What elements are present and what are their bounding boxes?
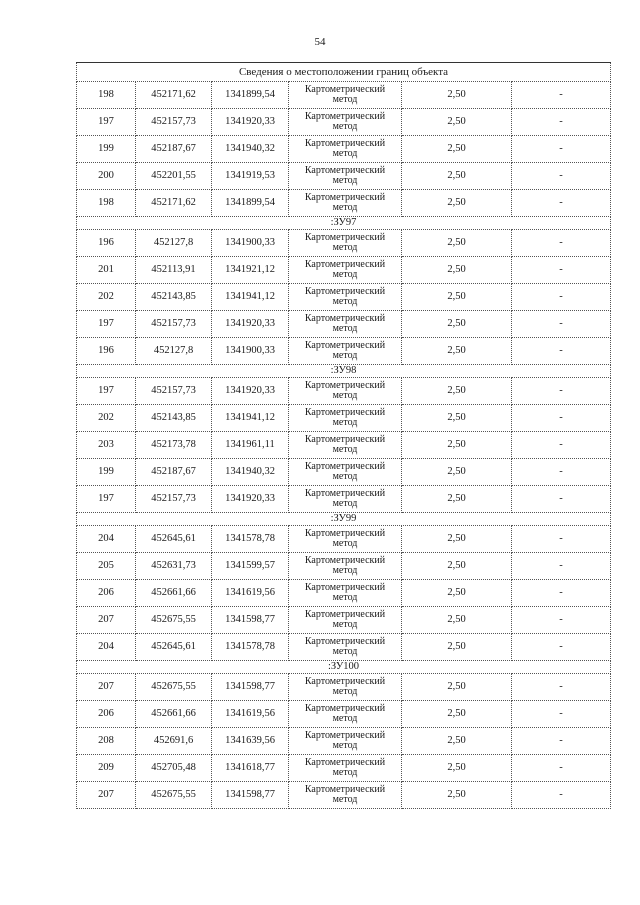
method-line-1: Картометрический [304, 636, 386, 647]
accuracy-cell: 2,50 [402, 284, 512, 311]
x-coordinate-cell: 452661,66 [136, 580, 212, 607]
point-number-cell: 204 [77, 634, 136, 661]
method-line-2: метод [332, 269, 358, 280]
method-line-2: метод [332, 471, 358, 482]
y-coordinate-cell: 1341900,33 [212, 230, 289, 257]
method-line-1: Картометрический [304, 676, 386, 687]
accuracy-cell: 2,50 [402, 109, 512, 136]
method-line-2: метод [332, 444, 358, 455]
method-line-1: Картометрический [304, 703, 386, 714]
description-cell: - [512, 634, 611, 661]
method-line-1: Картометрический [304, 730, 386, 741]
method-line-1: Картометрический [304, 488, 386, 499]
x-coordinate-cell: 452645,61 [136, 634, 212, 661]
point-number-cell: 207 [77, 674, 136, 701]
y-coordinate-cell: 1341919,53 [212, 163, 289, 190]
point-number-cell: 206 [77, 701, 136, 728]
table-row [77, 338, 611, 365]
method-cell [289, 553, 402, 580]
description-cell: - [512, 782, 611, 809]
y-coordinate-cell: 1341941,12 [212, 284, 289, 311]
description-cell: - [512, 607, 611, 634]
description-cell: - [512, 82, 611, 109]
x-coordinate-cell: 452201,55 [136, 163, 212, 190]
description-cell: - [512, 257, 611, 284]
method-cell [289, 674, 402, 701]
point-number-cell: 201 [77, 257, 136, 284]
method-cell [289, 109, 402, 136]
description-cell: - [512, 109, 611, 136]
table-title: Сведения о местоположении границ объекта [77, 63, 611, 82]
accuracy-cell: 2,50 [402, 607, 512, 634]
table-title-row [77, 63, 611, 82]
method-cell [289, 338, 402, 365]
table-row [77, 607, 611, 634]
method-cell [289, 284, 402, 311]
parcel-label: :ЗУ100 [77, 661, 611, 674]
x-coordinate-cell: 452143,85 [136, 405, 212, 432]
y-coordinate-cell: 1341920,33 [212, 109, 289, 136]
table-row [77, 190, 611, 217]
description-cell: - [512, 338, 611, 365]
point-number-cell: 199 [77, 459, 136, 486]
accuracy-cell: 2,50 [402, 338, 512, 365]
table-row [77, 459, 611, 486]
method-line-2: метод [332, 350, 358, 361]
method-line-2: метод [332, 538, 358, 549]
table-row [77, 257, 611, 284]
method-line-1: Картометрический [304, 609, 386, 620]
table-row [77, 432, 611, 459]
y-coordinate-cell: 1341940,32 [212, 459, 289, 486]
y-coordinate-cell: 1341941,12 [212, 405, 289, 432]
accuracy-cell: 2,50 [402, 701, 512, 728]
parcel-group-header [77, 365, 611, 378]
method-line-2: метод [332, 619, 358, 630]
method-line-1: Картометрический [304, 165, 386, 176]
table-row [77, 378, 611, 405]
y-coordinate-cell: 1341920,33 [212, 486, 289, 513]
method-line-2: метод [332, 713, 358, 724]
description-cell: - [512, 190, 611, 217]
y-coordinate-cell: 1341920,33 [212, 311, 289, 338]
point-number-cell: 197 [77, 378, 136, 405]
method-line-1: Картометрический [304, 232, 386, 243]
description-cell: - [512, 405, 611, 432]
description-cell: - [512, 486, 611, 513]
x-coordinate-cell: 452127,8 [136, 230, 212, 257]
y-coordinate-cell: 1341578,78 [212, 526, 289, 553]
x-coordinate-cell: 452157,73 [136, 486, 212, 513]
x-coordinate-cell: 452187,67 [136, 136, 212, 163]
boundary-points-table [76, 62, 611, 809]
method-cell [289, 257, 402, 284]
accuracy-cell: 2,50 [402, 378, 512, 405]
y-coordinate-cell: 1341599,57 [212, 553, 289, 580]
method-line-2: метод [332, 94, 358, 105]
table-row [77, 634, 611, 661]
y-coordinate-cell: 1341578,78 [212, 634, 289, 661]
y-coordinate-cell: 1341598,77 [212, 674, 289, 701]
accuracy-cell: 2,50 [402, 674, 512, 701]
point-number-cell: 198 [77, 190, 136, 217]
point-number-cell: 206 [77, 580, 136, 607]
point-number-cell: 202 [77, 284, 136, 311]
x-coordinate-cell: 452171,62 [136, 190, 212, 217]
accuracy-cell: 2,50 [402, 728, 512, 755]
description-cell: - [512, 459, 611, 486]
y-coordinate-cell: 1341618,77 [212, 755, 289, 782]
accuracy-cell: 2,50 [402, 526, 512, 553]
accuracy-cell: 2,50 [402, 486, 512, 513]
x-coordinate-cell: 452675,55 [136, 782, 212, 809]
y-coordinate-cell: 1341900,33 [212, 338, 289, 365]
method-line-1: Картометрический [304, 555, 386, 566]
y-coordinate-cell: 1341921,12 [212, 257, 289, 284]
table-row [77, 701, 611, 728]
description-cell: - [512, 432, 611, 459]
point-number-cell: 200 [77, 163, 136, 190]
parcel-group-header [77, 661, 611, 674]
method-line-2: метод [332, 202, 358, 213]
point-number-cell: 203 [77, 432, 136, 459]
point-number-cell: 207 [77, 782, 136, 809]
table-body [77, 63, 611, 809]
method-line-2: метод [332, 565, 358, 576]
point-number-cell: 198 [77, 82, 136, 109]
parcel-label: :ЗУ97 [77, 217, 611, 230]
x-coordinate-cell: 452113,91 [136, 257, 212, 284]
method-cell [289, 230, 402, 257]
method-cell [289, 755, 402, 782]
table-row [77, 284, 611, 311]
method-cell [289, 701, 402, 728]
description-cell: - [512, 580, 611, 607]
accuracy-cell: 2,50 [402, 190, 512, 217]
method-cell [289, 432, 402, 459]
x-coordinate-cell: 452173,78 [136, 432, 212, 459]
table-row [77, 674, 611, 701]
description-cell: - [512, 163, 611, 190]
method-line-1: Картометрический [304, 313, 386, 324]
point-number-cell: 197 [77, 486, 136, 513]
point-number-cell: 202 [77, 405, 136, 432]
point-number-cell: 208 [77, 728, 136, 755]
x-coordinate-cell: 452187,67 [136, 459, 212, 486]
method-cell [289, 136, 402, 163]
method-cell [289, 526, 402, 553]
parcel-label: :ЗУ99 [77, 513, 611, 526]
y-coordinate-cell: 1341899,54 [212, 190, 289, 217]
table-row [77, 230, 611, 257]
table-row [77, 728, 611, 755]
method-cell [289, 607, 402, 634]
method-line-2: метод [332, 592, 358, 603]
accuracy-cell: 2,50 [402, 553, 512, 580]
method-line-2: метод [332, 242, 358, 253]
accuracy-cell: 2,50 [402, 405, 512, 432]
accuracy-cell: 2,50 [402, 432, 512, 459]
table-row [77, 755, 611, 782]
description-cell: - [512, 378, 611, 405]
accuracy-cell: 2,50 [402, 634, 512, 661]
y-coordinate-cell: 1341920,33 [212, 378, 289, 405]
x-coordinate-cell: 452143,85 [136, 284, 212, 311]
method-line-1: Картометрический [304, 138, 386, 149]
description-cell: - [512, 136, 611, 163]
x-coordinate-cell: 452631,73 [136, 553, 212, 580]
description-cell: - [512, 311, 611, 338]
x-coordinate-cell: 452127,8 [136, 338, 212, 365]
parcel-group-header [77, 217, 611, 230]
description-cell: - [512, 701, 611, 728]
table-row [77, 405, 611, 432]
accuracy-cell: 2,50 [402, 782, 512, 809]
table-row [77, 109, 611, 136]
x-coordinate-cell: 452675,55 [136, 674, 212, 701]
method-line-2: метод [332, 417, 358, 428]
x-coordinate-cell: 452691,6 [136, 728, 212, 755]
table-row [77, 782, 611, 809]
y-coordinate-cell: 1341598,77 [212, 607, 289, 634]
table-row [77, 136, 611, 163]
method-line-1: Картометрический [304, 582, 386, 593]
x-coordinate-cell: 452157,73 [136, 109, 212, 136]
table-row [77, 163, 611, 190]
method-cell [289, 580, 402, 607]
method-cell [289, 311, 402, 338]
table-row [77, 526, 611, 553]
method-line-2: метод [332, 646, 358, 657]
method-line-1: Картометрический [304, 380, 386, 391]
method-cell [289, 459, 402, 486]
method-line-2: метод [332, 390, 358, 401]
accuracy-cell: 2,50 [402, 82, 512, 109]
page-number: 54 [314, 36, 326, 48]
accuracy-cell: 2,50 [402, 163, 512, 190]
point-number-cell: 197 [77, 109, 136, 136]
method-cell [289, 378, 402, 405]
method-line-1: Картометрический [304, 461, 386, 472]
method-cell [289, 634, 402, 661]
method-line-1: Картометрический [304, 528, 386, 539]
method-cell [289, 486, 402, 513]
x-coordinate-cell: 452645,61 [136, 526, 212, 553]
method-cell [289, 782, 402, 809]
method-line-2: метод [332, 175, 358, 186]
method-line-1: Картометрический [304, 259, 386, 270]
y-coordinate-cell: 1341961,11 [212, 432, 289, 459]
description-cell: - [512, 755, 611, 782]
x-coordinate-cell: 452705,48 [136, 755, 212, 782]
point-number-cell: 199 [77, 136, 136, 163]
method-line-1: Картометрический [304, 784, 386, 795]
point-number-cell: 207 [77, 607, 136, 634]
accuracy-cell: 2,50 [402, 257, 512, 284]
description-cell: - [512, 728, 611, 755]
accuracy-cell: 2,50 [402, 580, 512, 607]
table-row [77, 82, 611, 109]
description-cell: - [512, 553, 611, 580]
method-line-2: метод [332, 767, 358, 778]
method-line-1: Картометрический [304, 407, 386, 418]
method-cell [289, 405, 402, 432]
table-row [77, 486, 611, 513]
x-coordinate-cell: 452661,66 [136, 701, 212, 728]
point-number-cell: 196 [77, 338, 136, 365]
method-cell [289, 163, 402, 190]
table-row [77, 311, 611, 338]
method-line-1: Картометрический [304, 286, 386, 297]
y-coordinate-cell: 1341899,54 [212, 82, 289, 109]
y-coordinate-cell: 1341619,56 [212, 580, 289, 607]
y-coordinate-cell: 1341598,77 [212, 782, 289, 809]
point-number-cell: 197 [77, 311, 136, 338]
accuracy-cell: 2,50 [402, 459, 512, 486]
method-line-1: Картометрический [304, 340, 386, 351]
description-cell: - [512, 230, 611, 257]
table-row [77, 580, 611, 607]
method-cell [289, 82, 402, 109]
method-line-1: Картометрический [304, 757, 386, 768]
method-line-1: Картометрический [304, 111, 386, 122]
method-line-2: метод [332, 498, 358, 509]
table-row [77, 553, 611, 580]
y-coordinate-cell: 1341639,56 [212, 728, 289, 755]
accuracy-cell: 2,50 [402, 136, 512, 163]
accuracy-cell: 2,50 [402, 230, 512, 257]
method-cell [289, 728, 402, 755]
point-number-cell: 205 [77, 553, 136, 580]
accuracy-cell: 2,50 [402, 755, 512, 782]
method-line-2: метод [332, 121, 358, 132]
x-coordinate-cell: 452675,55 [136, 607, 212, 634]
method-line-2: метод [332, 296, 358, 307]
y-coordinate-cell: 1341940,32 [212, 136, 289, 163]
y-coordinate-cell: 1341619,56 [212, 701, 289, 728]
accuracy-cell: 2,50 [402, 311, 512, 338]
method-line-2: метод [332, 740, 358, 751]
method-line-2: метод [332, 686, 358, 697]
method-line-1: Картометрический [304, 434, 386, 445]
x-coordinate-cell: 452157,73 [136, 378, 212, 405]
method-cell [289, 190, 402, 217]
x-coordinate-cell: 452157,73 [136, 311, 212, 338]
description-cell: - [512, 674, 611, 701]
description-cell: - [512, 526, 611, 553]
point-number-cell: 209 [77, 755, 136, 782]
method-line-1: Картометрический [304, 192, 386, 203]
parcel-label: :ЗУ98 [77, 365, 611, 378]
description-cell: - [512, 284, 611, 311]
method-line-1: Картометрический [304, 84, 386, 95]
point-number-cell: 204 [77, 526, 136, 553]
point-number-cell: 196 [77, 230, 136, 257]
method-line-2: метод [332, 148, 358, 159]
method-line-2: метод [332, 323, 358, 334]
method-line-2: метод [332, 794, 358, 805]
parcel-group-header [77, 513, 611, 526]
x-coordinate-cell: 452171,62 [136, 82, 212, 109]
